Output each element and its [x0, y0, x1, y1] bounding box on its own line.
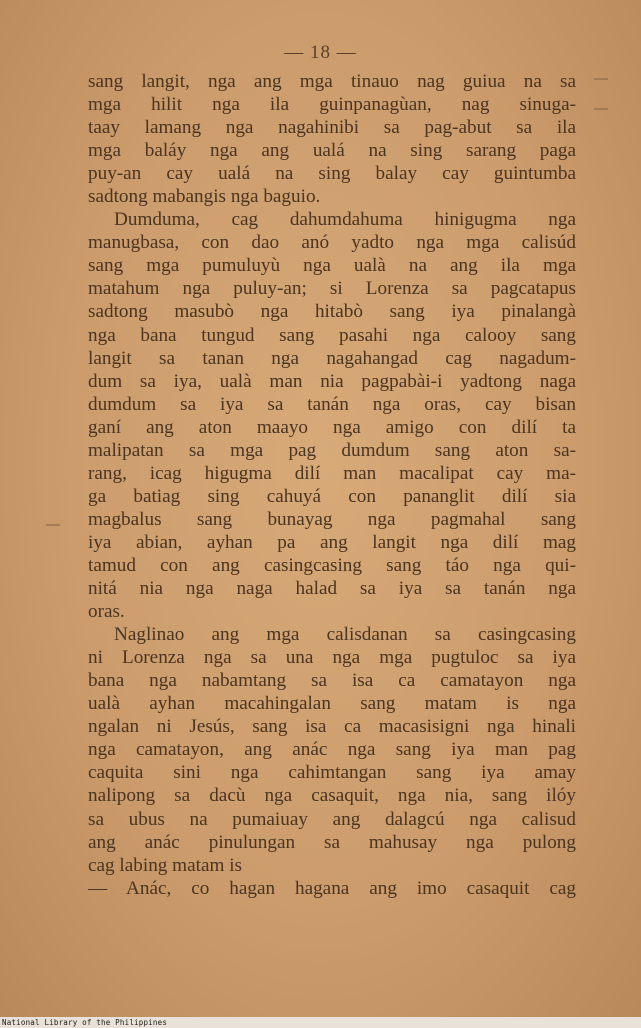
text-line: mga baláy nga ang ualá na sing sarang paga [88, 140, 576, 162]
text-line: sang langit, nga ang mga tinauo nag guiua na sa [88, 71, 576, 92]
text-line: magbalus sang bunayag nga pagmahal sang [88, 508, 576, 530]
text-line: langit sa tanan nga nagahangad cag nagadum- [88, 347, 576, 369]
margin-mark [594, 108, 608, 110]
text-line: ganí ang aton maayo nga amigo con dilí ta [88, 416, 576, 438]
text-line: taay lamang nga nagahinibi sa pag-abut sa ila [88, 117, 576, 139]
text-line: sadtong masubò nga hitabò sang iya pinalangà [88, 301, 576, 323]
text-line: ga batiag sing cahuyá con pananglit dilí sia [88, 485, 576, 507]
text-line: Dumduma, cag dahumdahuma hinigugma nga [114, 209, 576, 231]
text-line: cag labing matam is [88, 854, 242, 876]
body-text [88, 70, 576, 900]
text-line: sadtong mabangis nga baguio. [88, 186, 321, 208]
text-line: matahum nga puluy-an; si Lorenza sa pagcatapus [88, 278, 576, 300]
text-line: nitá nia nga naga halad sa iya sa tanán nga [88, 578, 576, 600]
text-line: caquita sini nga cahimtangan sang iya amay [88, 762, 576, 784]
text-line: manugbasa, con dao anó yadto nga mga calisúd [88, 232, 576, 254]
text-line: ni Lorenza nga sa una nga mga pugtuloc sa iya [88, 647, 576, 669]
text-line: oras. [88, 601, 125, 623]
margin-mark [594, 78, 608, 80]
text-line: tamud con ang casingcasing sang táo nga qui- [88, 554, 576, 576]
text-line: nalipong sa dacù nga casaquit, nga nia, sang ilóy [88, 785, 576, 807]
library-credit: National Library of the Philippines [2, 1018, 168, 1027]
text-line: sa ubus na pumaiuay ang dalagcú nga calisud [88, 808, 576, 830]
text-line: dumdum sa iya sa tanán nga oras, cay bisan [88, 393, 576, 415]
text-line: nga bana tungud sang pasahi nga calooy sang [88, 324, 576, 346]
page-number: — 18 — [284, 42, 357, 63]
text-line: Naglinao ang mga calisdanan sa casingcasing [114, 624, 576, 646]
text-line: sang mga pumuluyù nga ualà na ang ila mga [88, 255, 576, 277]
text-line: nga camatayon, ang anác nga sang iya man pag [88, 739, 576, 761]
text-line: ualà ayhan macahingalan sang matam is nga [88, 693, 576, 715]
text-line: ang anác pinulungan sa mahusay nga pulong [88, 831, 576, 853]
text-line: ngalan ni Jesús, sang isa ca macasisigni nga hinali [88, 716, 576, 738]
text-line: puy-an cay ualá na sing balay cay guintumba [88, 163, 576, 185]
margin-mark [46, 524, 60, 526]
text-line: mga hilit nga ila guinpanagùan, nag sinuga- [88, 94, 576, 116]
text-line: dum sa iya, ualà man nia pagpabài-i yadtong naga [88, 370, 576, 392]
text-line: iya abian, ayhan pa ang langit nga dilí mag [88, 531, 576, 553]
text-line: malipatan sa mga pag dumdum sang aton sa- [88, 439, 576, 461]
text-line: — Anác, co hagan hagana ang imo casaquit cag [88, 877, 576, 899]
text-line: rang, icag higugma dilí man macalipat cay ma- [88, 462, 576, 484]
text-line: bana nga nabamtang sa isa ca camatayon nga [88, 670, 576, 692]
